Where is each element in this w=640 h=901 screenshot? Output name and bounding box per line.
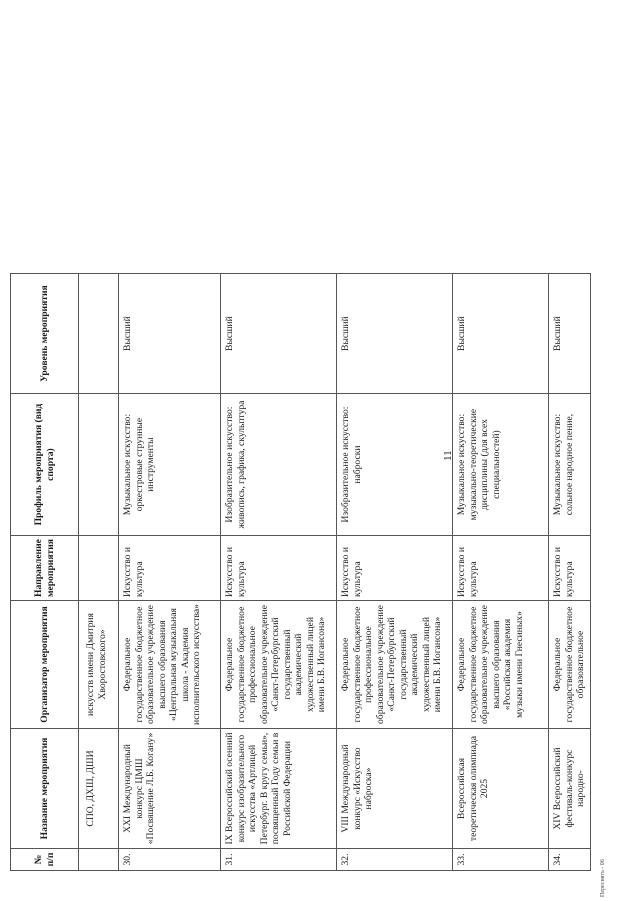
header-name: Название мероприятия [11, 729, 79, 849]
header-direction: Направление мероприятия [11, 536, 79, 601]
table-row [549, 274, 591, 871]
row-organizer: Федеральное государственное бюджетное образовательное учреждение высшего образования «Российская академия музыки имени Гнесиных» [453, 601, 549, 729]
row-direction: Искусство и культура [119, 536, 221, 601]
row-organizer: искусств имени Дмитрия Хворостовского» [79, 601, 119, 729]
row-direction: Искусство и культура [549, 536, 591, 601]
header-organizer: Организатор мероприятия [11, 601, 79, 729]
row-direction: Искусство и культура [453, 536, 549, 601]
row-name: XIV Всероссийский фестиваль-конкурс народно- [549, 729, 591, 849]
row-level: Высший [453, 274, 549, 394]
row-organizer: Федеральное государственное бюджетное профессиональное образовательное учреждение «Санкт-Петербургский государственный академический художественный лицей имени Б.В. Иогансона» [337, 601, 453, 729]
row-num: 33. [453, 849, 549, 871]
row-level: Высший [221, 274, 337, 394]
row-direction [79, 536, 119, 601]
row-direction: Искусство и культура [337, 536, 453, 601]
row-organizer: Федеральное государственное бюджетное профессиональное образовательное учреждение «Санкт-Петербургский государственный академический художественный лицей имени Б.В. Иогансона» [221, 601, 337, 729]
table-row [453, 274, 549, 871]
footer-note: Переснять - 06 [600, 859, 606, 897]
row-profile [79, 394, 119, 536]
row-num: 31. [221, 849, 337, 871]
row-level: Высший [119, 274, 221, 394]
row-profile: Музыкальное искусство: оркестровые струнные инструменты [119, 394, 221, 536]
header-level: Уровень мероприятия [11, 274, 79, 394]
row-profile: Музыкальное искусство: сольное народное пение, [549, 394, 591, 536]
row-name: СПО, ДХШ, ДШИ [79, 729, 119, 849]
events-table [10, 273, 591, 871]
row-num: 34. [549, 849, 591, 871]
row-name: IX Всероссийский осенний конкурс изобразительного искусства «Артлицей Петербург. В кругу семьи», посвященный Году семьи в Российской Федерации [221, 729, 337, 849]
table-row [79, 274, 119, 871]
row-organizer: Федеральное государственное бюджетное образовательное учреждение высшего образования «Центральная музыкальная школа - Академия исполнительского искусства» [119, 601, 221, 729]
row-level: Высший [549, 274, 591, 394]
row-num [79, 849, 119, 871]
page-number: 11 [442, 450, 454, 461]
row-level [79, 274, 119, 394]
row-organizer: Федеральное государственное бюджетное образовательное [549, 601, 591, 729]
row-profile: Изобразительное искусство: живопись, графика, скульптура [221, 394, 337, 536]
header-num: № п/п [11, 849, 79, 871]
table-header-row [11, 274, 79, 871]
row-profile: Музыкальное искусство: музыкально-теоретические дисциплины (для всех специальностей) [453, 394, 549, 536]
row-num: 30. [119, 849, 221, 871]
header-profile: Профиль мероприятия (вид спорта) [11, 394, 79, 536]
row-profile: Изобразительное искусство: наброски [337, 394, 453, 536]
table-row [119, 274, 221, 871]
row-num: 32. [337, 849, 453, 871]
table-row [221, 274, 337, 871]
row-name: VIII Международный конкурс «Искусство наброска» [337, 729, 453, 849]
table-row [337, 274, 453, 871]
row-level: Высший [337, 274, 453, 394]
row-direction: Искусство и культура [221, 536, 337, 601]
row-name: XXI Международный конкурс ЦМШ «Посвящение Л.Б. Когану» [119, 729, 221, 849]
row-name: Всероссийская теоретическая олимпиада 2025 [453, 729, 549, 849]
